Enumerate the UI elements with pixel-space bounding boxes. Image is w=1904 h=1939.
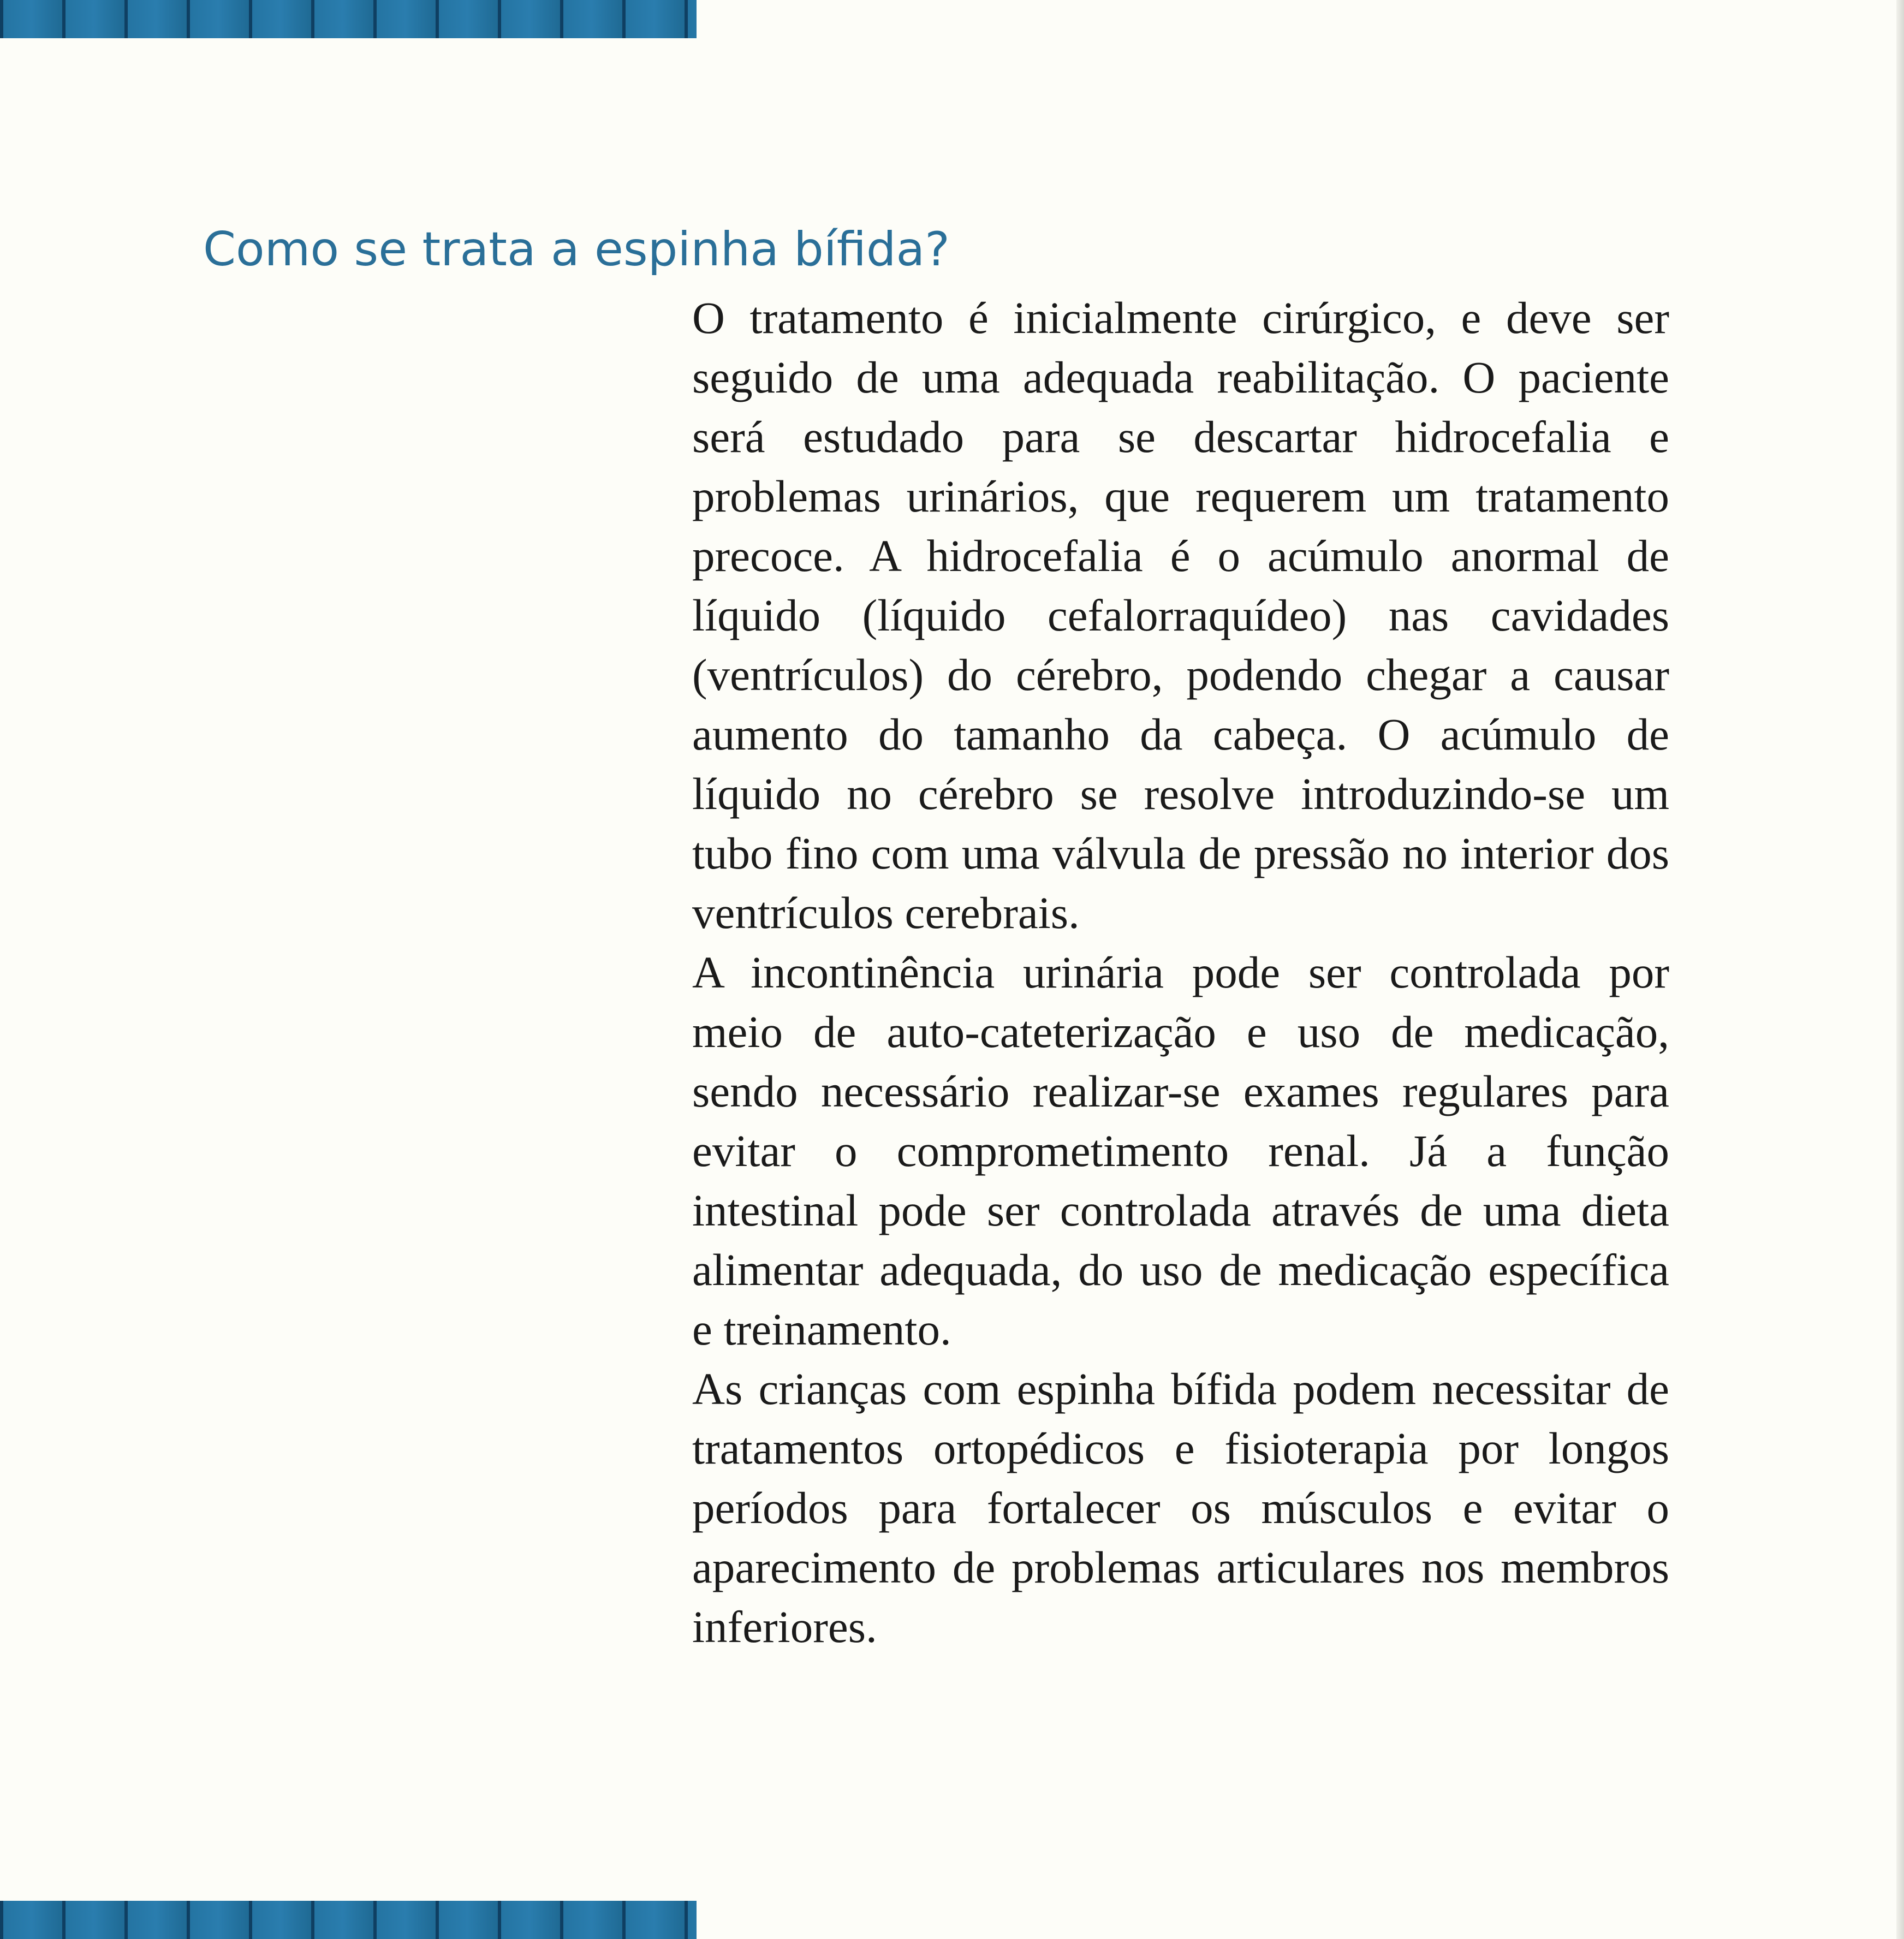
section-heading: Como se trata a espinha bífida?	[203, 222, 950, 277]
paragraph-orthopedic: As crianças com espinha bífida podem necessitar de tratamentos ortopédicos e fisioterapia por longos períodos para fortalecer os músculos e evitar o aparecimento de problemas articulares nos membros inferiores.	[692, 1364, 1669, 1652]
paragraph-hydrocephalus: O tratamento é inicialmente cirúrgico, e deve ser seguido de uma adequada reabilitação. O paciente será estudado para se descartar hidrocefalia e problemas urinários, que requerem um tratamento precoce. A hidrocefalia é o acúmulo anormal de líquido (líquido cefalorraquídeo) nas cavidades (ventrículos) do cérebro, podendo chegar a causar aumento do tamanho da cabeça. O acúmulo de líquido no cérebro se resolve introduzindo-se um tubo fino com uma válvula de pressão no interior dos ventrículos cerebrais.	[692, 293, 1669, 938]
top-decorative-band	[0, 0, 697, 38]
page-edge	[1896, 0, 1904, 1939]
paragraph-incontinence: A incontinência urinária pode ser controlada por meio de auto-cateterização e uso de medicação, sendo necessário realizar-se exames regulares para evitar o comprometimento renal. Já a função intestinal pode ser controlada através de uma dieta alimentar adequada, do uso de medicação específica e treinamento.	[692, 947, 1669, 1354]
bottom-decorative-band	[0, 1901, 697, 1939]
body-text	[692, 288, 1669, 1657]
